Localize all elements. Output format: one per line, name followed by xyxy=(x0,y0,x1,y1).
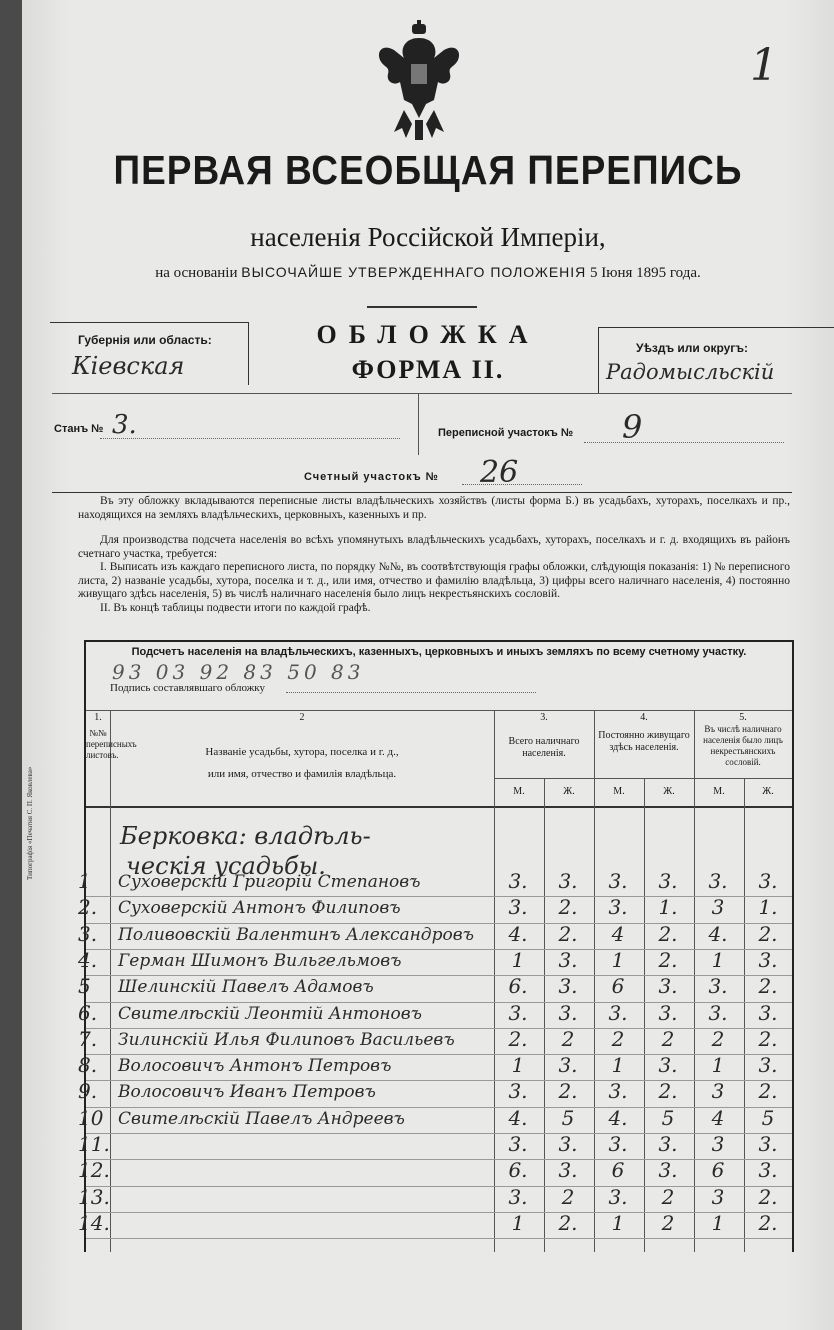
row-count-cell: 4 xyxy=(611,921,625,946)
row-count-cell: 2 xyxy=(561,1026,575,1051)
row-count-cell: 2. xyxy=(758,1210,778,1235)
col-number-5: 5. xyxy=(739,712,747,723)
row-count-cell: 6 xyxy=(711,1158,725,1183)
row-count-cell: 2. xyxy=(558,1079,578,1104)
row-count-cell: 3. xyxy=(608,1079,628,1104)
row-count-cell: 2. xyxy=(758,974,778,999)
estate-name-line1: Берковка: владѣль- xyxy=(120,822,371,850)
corner-page-number: 1 xyxy=(750,40,778,91)
row-sheet-number: 7. xyxy=(78,1026,98,1051)
row-count-cell: 4 xyxy=(711,1105,725,1130)
row-count-cell: 2 xyxy=(661,1026,675,1051)
row-sheet-number: 2. xyxy=(78,895,98,920)
row-count-cell: 2. xyxy=(658,921,678,946)
uezd-value: Радомысльскій xyxy=(606,360,775,384)
row-owner-name: Герман Шимонъ Вильгельмовъ xyxy=(118,950,402,971)
row-sheet-number: 4. xyxy=(78,947,98,972)
table-scribble: 93 03 92 83 50 83 xyxy=(112,660,365,684)
col3-header: Всего наличнаго населенія. xyxy=(508,736,580,759)
title-separator xyxy=(367,306,477,308)
row-owner-name: Поливовскій Валентинъ Александровъ xyxy=(118,924,474,945)
col-number-3: 3. xyxy=(540,712,548,723)
row-count-cell: 3. xyxy=(758,869,778,893)
row-count-cell: 2 xyxy=(661,1210,675,1235)
row-sheet-number: 14. xyxy=(78,1210,110,1235)
legal-basis xyxy=(22,264,834,282)
row-count-cell: 2 xyxy=(661,1184,675,1209)
header-bottom-rule xyxy=(52,492,792,493)
signature-label: Подпись составлявшаго обложку xyxy=(110,682,265,694)
row-count-cell: 5 xyxy=(761,1105,775,1130)
col-number-2: 2 xyxy=(299,712,305,723)
row-count-cell: 2. xyxy=(558,1210,578,1235)
row-count-cell: 3. xyxy=(508,1184,528,1209)
col-number-1: 1. xyxy=(94,712,102,723)
row-owner-name: Свителѣскій Леонтій Антоновъ xyxy=(118,1003,422,1024)
row-count-cell: 2. xyxy=(508,1026,528,1051)
col1-header: №№ переписныхъ листовъ. xyxy=(86,728,137,760)
col2-header-line2: или имя, отчество и фамилія владѣльца. xyxy=(207,768,397,780)
row-divider xyxy=(52,393,792,394)
row-count-cell: 3. xyxy=(708,974,728,999)
uezd-label: Уѣздъ или округъ: xyxy=(636,341,749,355)
row-count-cell: 6 xyxy=(611,1158,625,1183)
row-count-cell: 1 xyxy=(711,1210,725,1235)
row-count-cell: 1 xyxy=(511,947,525,972)
row-count-cell: 3. xyxy=(508,895,528,920)
row-count-cell: 3. xyxy=(558,1132,578,1156)
row-count-cell: 3. xyxy=(558,974,578,999)
basis-suffix: 5 Іюня 1895 года. xyxy=(590,265,701,281)
instructions xyxy=(78,495,790,615)
census-precinct-line xyxy=(584,442,784,443)
row-count-cell: 3. xyxy=(508,869,528,893)
row-sheet-number: 13. xyxy=(78,1184,110,1209)
row-sheet-number: 9. xyxy=(78,1079,98,1104)
row-owner-name: Шелинскій Павелъ Адамовъ xyxy=(118,977,374,998)
row-count-cell: 3. xyxy=(708,1000,728,1025)
row-count-cell: 3. xyxy=(558,1053,578,1078)
col5-female: Ж. xyxy=(762,786,774,797)
row-count-cell: 1 xyxy=(711,1053,725,1078)
row-count-cell: 5 xyxy=(561,1105,575,1130)
counting-precinct-label: Счетный участокъ № xyxy=(304,471,439,483)
gubernia-value: Кіевская xyxy=(72,352,185,380)
row-sheet-number: 5 xyxy=(78,974,91,999)
counting-precinct-line xyxy=(462,484,582,485)
row-count-cell: 2 xyxy=(611,1026,625,1051)
row-sheet-number: 10 xyxy=(78,1105,104,1130)
col-number-4: 4. xyxy=(640,712,648,723)
row-count-cell: 3. xyxy=(508,1079,528,1104)
row-count-cell: 2 xyxy=(711,1026,725,1051)
row-count-cell: 2. xyxy=(758,1184,778,1209)
row-count-cell: 3 xyxy=(711,1132,725,1156)
row-count-cell: 1 xyxy=(511,1210,525,1235)
instruction-p3: I. Выписать изъ каждаго переписного листа, по порядку №№, въ соотвѣтствующія графы обложки, слѣдующія показанія: 1) № переписного листа, 2) названіе усадьбы, хутора, поселка и т. д., или имя, отчество и фамилію владѣльца, 3) цифры всего наличнаго населенія, 4) постоянно живущаго здѣсь населенія, 5) въ числѣ наличнаго населенія было лицъ некрестьянскихъ сословій. xyxy=(78,561,790,600)
row-sheet-number: 12. xyxy=(78,1158,110,1183)
col2-header-line1: Названіе усадьбы, хутора, поселка и г. д., xyxy=(205,746,399,758)
table-row-line xyxy=(86,1238,792,1239)
col3-male: М. xyxy=(513,786,525,797)
row-owner-name: Свителѣскій Павелъ Андреевъ xyxy=(118,1108,405,1129)
row-count-cell: 3. xyxy=(658,869,678,893)
row-count-cell: 4. xyxy=(508,921,528,946)
row-count-cell: 2. xyxy=(558,895,578,920)
row-count-cell: 1. xyxy=(658,895,678,920)
row-count-cell: 2. xyxy=(758,1026,778,1051)
row-count-cell: 4. xyxy=(508,1105,528,1130)
row-count-cell: 2. xyxy=(658,1079,678,1104)
row-sheet-number: 8. xyxy=(78,1053,98,1078)
header-top-line xyxy=(86,710,792,711)
row-count-cell: 1 xyxy=(511,1053,525,1078)
row-count-cell: 3. xyxy=(608,1184,628,1209)
row-count-cell: 6. xyxy=(508,974,528,999)
row-count-cell: 3. xyxy=(558,869,578,893)
row-count-cell: 3. xyxy=(658,1000,678,1025)
row-count-cell: 3. xyxy=(508,1132,528,1156)
col5-male: М. xyxy=(713,786,725,797)
row-owner-name: Волосовичъ Иванъ Петровъ xyxy=(118,1082,376,1103)
stan-value: 3. xyxy=(112,410,137,440)
row-count-cell: 2. xyxy=(658,947,678,972)
row-count-cell: 1 xyxy=(611,1210,625,1235)
row-owner-name: Зилинскій Илья Филиповъ Васильевъ xyxy=(118,1029,455,1050)
row-count-cell: 3. xyxy=(558,947,578,972)
cover-label: ОБЛОЖКА xyxy=(316,320,540,349)
row-count-cell: 2 xyxy=(561,1184,575,1209)
signature-line xyxy=(286,692,536,693)
instruction-p2: Для производства подсчета населенія во всѣхъ упомянутыхъ владѣльческихъ усадьбахъ, хуторахъ, поселкахъ и г. д. входящихъ въ районъ счетнаго участка, требуется: xyxy=(78,534,790,560)
row-count-cell: 2. xyxy=(758,1079,778,1104)
row-count-cell: 3. xyxy=(608,895,628,920)
printer-imprint: Типографія «Печатня С. П. Яковлева» xyxy=(26,766,34,880)
basis-prefix: на основаніи xyxy=(155,265,238,281)
stan-label: Станъ № xyxy=(54,423,104,435)
counting-precinct-value: 26 xyxy=(480,455,519,490)
tally-table xyxy=(78,640,794,1252)
gubernia-label: Губернія или область: xyxy=(78,333,212,347)
stan-line xyxy=(100,438,400,439)
instruction-p4: II. Въ концѣ таблицы подвести итоги по каждой графѣ. xyxy=(100,601,371,614)
col1-divider xyxy=(110,710,111,1252)
col3-female: Ж. xyxy=(563,786,575,797)
row-count-cell: 3. xyxy=(558,1000,578,1025)
row-count-cell: 3. xyxy=(658,1053,678,1078)
row-count-cell: 1. xyxy=(758,895,778,920)
row-count-cell: 2. xyxy=(758,921,778,946)
col5-header: Въ числѣ наличнаго населенія было лицъ некрестьянскихъ сословій. xyxy=(703,724,783,767)
row-vdivider xyxy=(418,393,419,455)
row-count-cell: 3. xyxy=(508,1000,528,1025)
row-count-cell: 2. xyxy=(558,921,578,946)
row-owner-name: Волосовичъ Антонъ Петровъ xyxy=(118,1056,392,1077)
row-count-cell: 1 xyxy=(611,1053,625,1078)
row-count-cell: 6 xyxy=(611,974,625,999)
col4-male: М. xyxy=(613,786,625,797)
row-count-cell: 3. xyxy=(758,1053,778,1078)
col4-female: Ж. xyxy=(663,786,675,797)
row-sheet-number: 6. xyxy=(78,1000,98,1025)
instruction-p1: Въ эту обложку вкладываются переписные листы владѣльческихъ хозяйствъ (листы форма Б.) въ усадьбахъ, хуторахъ, поселкахъ и пр., находящихся на земляхъ владѣльческихъ, церковныхъ, казенныхъ и пр. xyxy=(78,495,790,521)
row-count-cell: 3. xyxy=(658,1158,678,1183)
col4-header: Постоянно живущаго здѣсь населенія. xyxy=(598,730,690,753)
double-headed-eagle-icon xyxy=(374,20,464,145)
row-count-cell: 3. xyxy=(658,1132,678,1156)
row-sheet-number: 3. xyxy=(78,921,98,946)
row-count-cell: 3. xyxy=(708,869,728,893)
row-count-cell: 4. xyxy=(708,921,728,946)
row-count-cell: 3. xyxy=(758,1132,778,1156)
row-sheet-number: 1 xyxy=(78,869,91,893)
row-count-cell: 3. xyxy=(608,1000,628,1025)
census-form-page xyxy=(22,0,834,1330)
census-precinct-label: Переписной участокъ № xyxy=(438,427,574,439)
row-count-cell: 4. xyxy=(608,1105,628,1130)
document-title: ПЕРВАЯ ВСЕОБЩАЯ ПЕРЕПИСЬ xyxy=(113,147,743,193)
row-count-cell: 1 xyxy=(711,947,725,972)
basis-caps: ВЫСОЧАЙШЕ УТВЕРЖДЕННАГО ПОЛОЖЕНІЯ xyxy=(241,264,587,280)
row-count-cell: 3. xyxy=(758,1000,778,1025)
estate-name-line2: ческія усадьбы. xyxy=(126,852,326,880)
row-owner-name: Суховерскій Григорій Степановъ xyxy=(118,872,421,892)
row-count-cell: 3. xyxy=(558,1158,578,1183)
row-count-cell: 1 xyxy=(611,947,625,972)
row-count-cell: 3. xyxy=(608,869,628,893)
row-count-cell: 3 xyxy=(711,1079,725,1104)
sex-row-line xyxy=(494,778,792,779)
document-subtitle: населенія Россійской Имперіи, xyxy=(250,222,606,252)
row-count-cell: 3 xyxy=(711,895,725,920)
header-bottom-line xyxy=(86,806,792,808)
form-label: ФОРМА II. xyxy=(351,355,505,384)
row-sheet-number: 11. xyxy=(78,1132,110,1156)
row-count-cell: 3. xyxy=(608,1132,628,1156)
row-count-cell: 5 xyxy=(661,1105,675,1130)
table-caption: Подсчетъ населенія на владѣльческихъ, казенныхъ, церковныхъ и иныхъ земляхъ по всему счетному участку. xyxy=(131,646,747,658)
row-owner-name: Суховерскій Антонъ Филиповъ xyxy=(118,898,401,919)
row-count-cell: 3. xyxy=(758,947,778,972)
row-count-cell: 3. xyxy=(658,974,678,999)
row-count-cell: 6. xyxy=(508,1158,528,1183)
row-count-cell: 3 xyxy=(711,1184,725,1209)
census-precinct-value: 9 xyxy=(622,408,643,446)
row-count-cell: 3. xyxy=(758,1158,778,1183)
